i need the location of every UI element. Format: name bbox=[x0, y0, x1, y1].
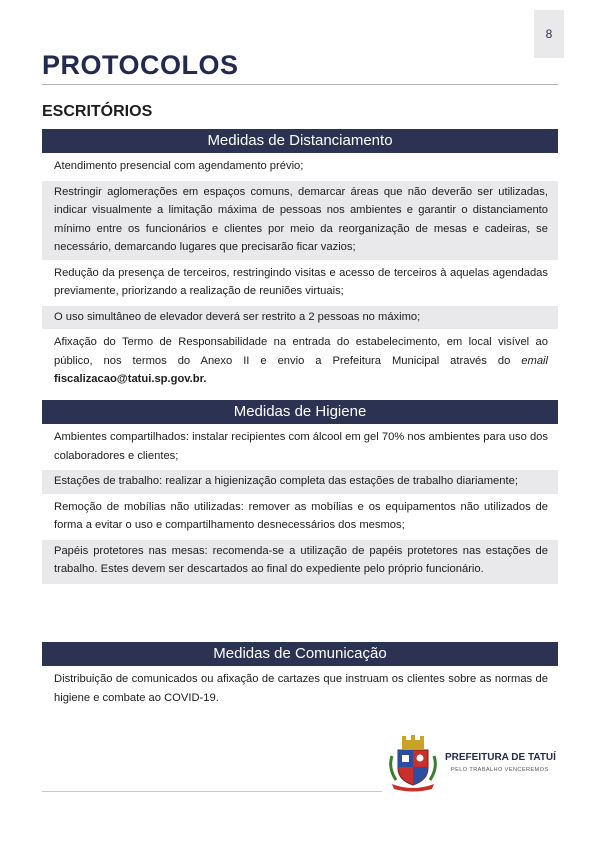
list-item: Remoção de mobílias não utilizadas: remover as mobílias e os equipamentos não utilizados de forma a evitar o uso e compartilhamento desnecessários dos mesmos; bbox=[54, 500, 548, 531]
italic-term: email bbox=[521, 354, 549, 367]
footer-divider bbox=[42, 791, 382, 792]
list-item: Atendimento presencial com agendamento prévio; bbox=[54, 160, 304, 172]
list-item: Ambientes compartilhados: instalar recipientes com álcool em gel 70% nos ambientes para uso dos colaboradores e clientes; bbox=[54, 431, 548, 462]
section-band-distancing: Medidas de Distanciamento bbox=[42, 129, 558, 153]
page-number: 8 bbox=[534, 10, 564, 58]
org-name: PREFEITURA DE TATUÍ bbox=[445, 752, 556, 763]
municipal-crest-icon bbox=[388, 734, 438, 792]
list-item: Papéis protetores nas mesas: recomenda-se a utilização de papéis protetores nas estações de trabalho. Estes devem ser descartados ao final do expediente pelo próprio funcionário. bbox=[42, 540, 558, 584]
section-title: ESCRITÓRIOS bbox=[42, 103, 153, 120]
list-item: Distribuição de comunicados ou afixação de cartazes que instruam os clientes sobre as normas de higiene e combate ao COVID-19. bbox=[54, 673, 548, 704]
org-motto: PELO TRABALHO VENCEREMOS bbox=[451, 767, 549, 773]
list-item bbox=[42, 331, 558, 394]
hygiene-measures-block bbox=[42, 400, 558, 584]
title-divider bbox=[42, 84, 558, 85]
section-band-hygiene: Medidas de Higiene bbox=[42, 400, 558, 424]
list-item-text: Afixação do Termo de Responsabilidade na entrada do estabelecimento, em local visível ao público, nos termos do Anexo II e envio a Prefeitura Municipal através do bbox=[54, 336, 548, 367]
list-item: Redução da presença de terceiros, restringindo visitas e acesso de terceiros à aquelas agendadas previamente, priorizando a realização de reuniões virtuais; bbox=[54, 266, 548, 297]
list-item: Restringir aglomerações em espaços comuns, demarcar áreas que não deverão ser utilizadas, indicar visualmente a limitação máxima de pessoas nos ambientes e garantir o distanciamento mínimo entre os funcionários e clientes por meio da reorganização de mesas e cadeiras, se necessário, demarcando lugares que precisarão ficar vazios; bbox=[42, 181, 558, 260]
distancing-measures-block bbox=[42, 129, 558, 394]
page-title: PROTOCOLOS bbox=[42, 50, 239, 80]
list-item: O uso simultâneo de elevador deverá ser restrito a 2 pessoas no máximo; bbox=[42, 306, 558, 330]
communication-measures-block bbox=[42, 642, 558, 712]
section-band-communication: Medidas de Comunicação bbox=[42, 642, 558, 666]
email-link[interactable]: fiscalizacao@tatui.sp.gov.br. bbox=[54, 373, 207, 385]
list-item: Estações de trabalho: realizar a higienização completa das estações de trabalho diariamente; bbox=[42, 470, 558, 494]
footer-logo bbox=[388, 734, 558, 794]
